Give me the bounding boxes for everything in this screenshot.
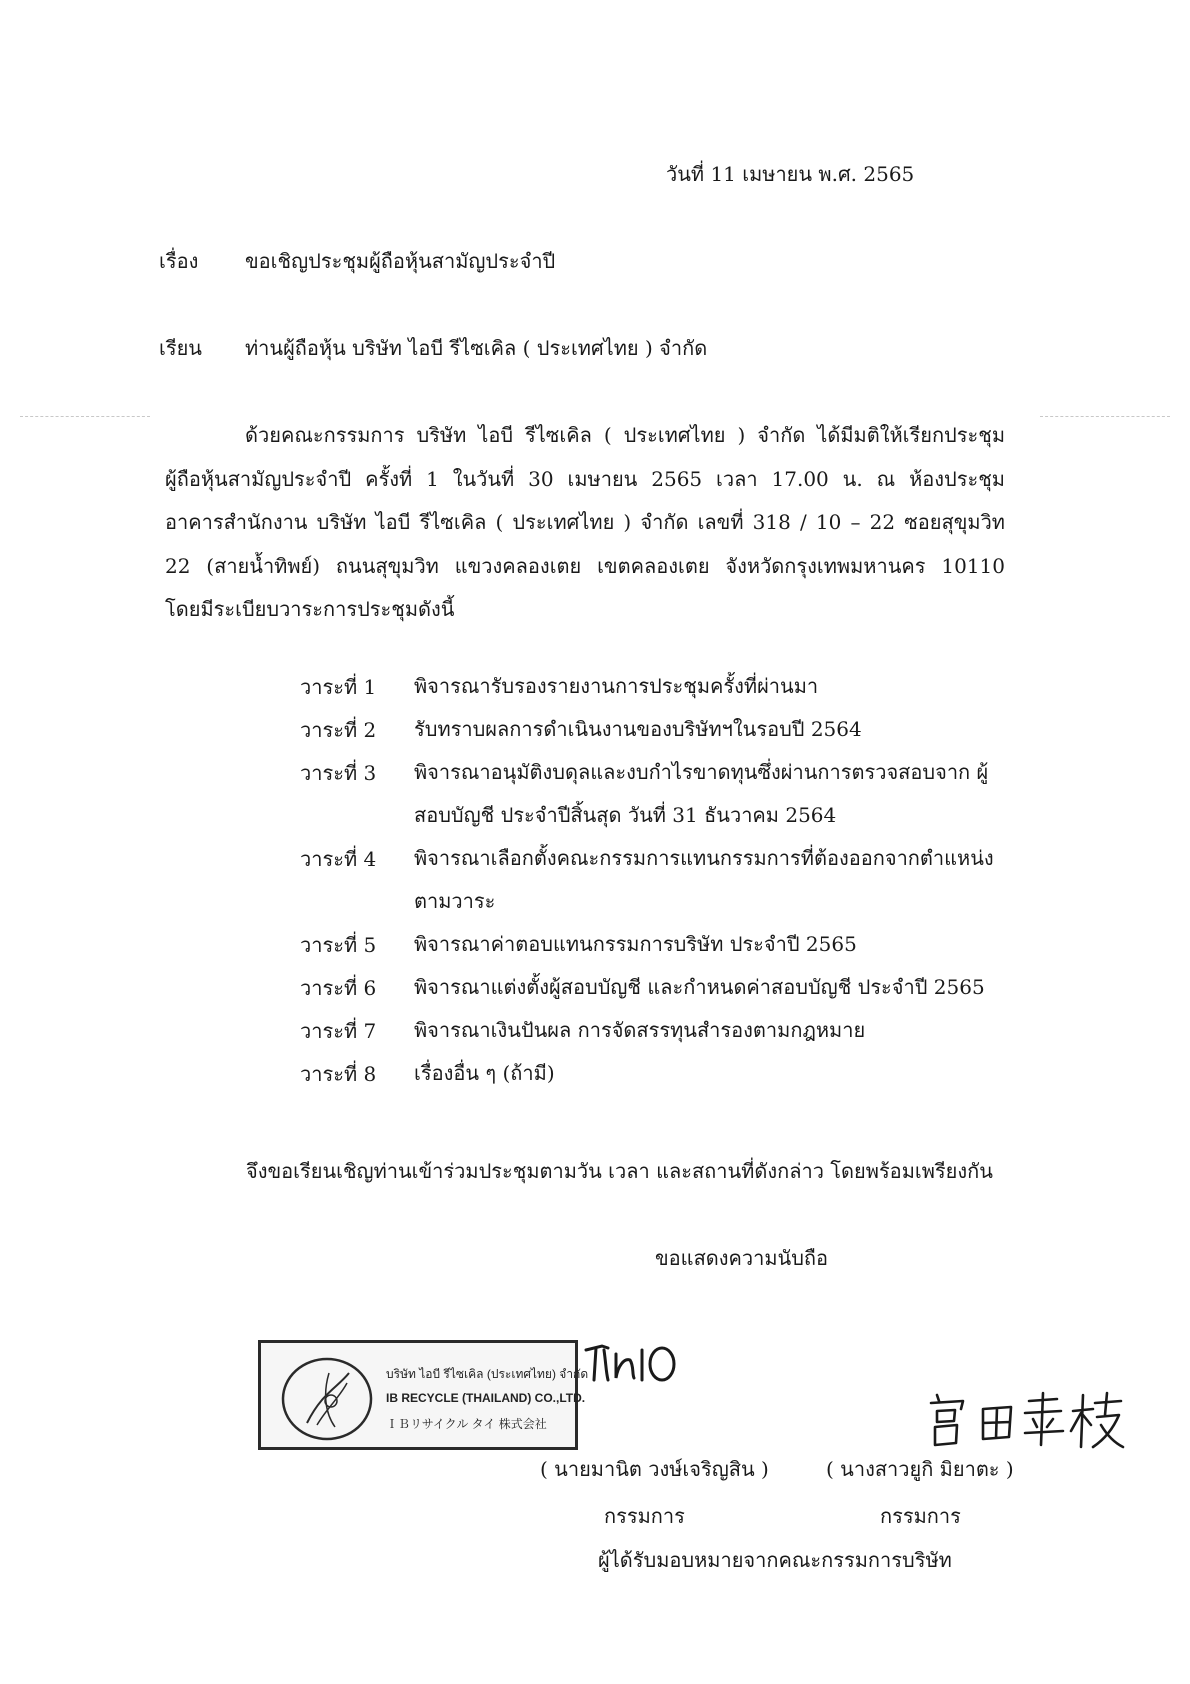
agenda-item-text: เรื่องอื่น ๆ (ถ้ามี) <box>414 1061 555 1085</box>
agenda-item-number: วาระที่ 5 <box>300 933 377 957</box>
subject-text: ขอเชิญประชุมผู้ถือหุ้นสามัญประจำปี <box>245 249 556 273</box>
body-paragraph-line: ผู้ถือหุ้นสามัญประจำปี ครั้งที่ 1 ในวันที่ 30 เมษายน 2565 เวลา 17.00 น. ณ ห้องประชุม <box>165 467 1005 491</box>
agenda-item-number: วาระที่ 1 <box>300 675 377 699</box>
agenda-item-number: วาระที่ 2 <box>300 718 377 742</box>
agenda-item-number: วาระที่ 8 <box>300 1062 377 1086</box>
agenda-item-text: พิจารณาอนุมัติงบดุลและงบกำไรขาดทุนซึ่งผ่านการตรวจสอบจาก ผู้สอบบัญชี ประจำปีสิ้นสุด วันที่ 31 ธันวาคม 2564 <box>414 760 989 827</box>
agenda-item-text: พิจารณารับรองรายงานการประชุมครั้งที่ผ่านมา <box>414 674 819 698</box>
agenda-item-text: รับทราบผลการดำเนินงานของบริษัทฯในรอบปี 2564 <box>414 717 862 741</box>
authorization-note: ผู้ได้รับมอบหมายจากคณะกรรมการบริษัท <box>598 1548 952 1572</box>
stamp-thai-name: บริษัท ไอบี รีไซเคิล (ประเทศไทย) จำกัด <box>386 1367 589 1381</box>
stamp-japanese-name: ＩＢリサイクル タイ 株式会社 <box>386 1417 547 1431</box>
agenda-item <box>300 845 1020 916</box>
closing-sentence: จึงขอเรียนเชิญท่านเข้าร่วมประชุมตามวัน เวลา และสถานที่ดังกล่าว โดยพร้อมเพรียงกัน <box>246 1159 993 1183</box>
agenda-item <box>300 759 1020 830</box>
body-paragraph-line: ด้วยคณะกรรมการ บริษัท ไอบี รีไซเคิล ( ประเทศไทย ) จำกัด ได้มีมติให้เรียกประชุม <box>245 423 1005 447</box>
agenda-item <box>300 1060 1020 1088</box>
agenda-item-number: วาระที่ 3 <box>300 761 377 785</box>
recipient-text: ท่านผู้ถือหุ้น บริษัท ไอบี รีไซเคิล ( ประเทศไทย ) จำกัด <box>245 336 708 360</box>
agenda-item-number: วาระที่ 7 <box>300 1019 377 1043</box>
scan-artifact-line <box>1040 416 1170 418</box>
agenda-item-text: พิจารณาเงินปันผล การจัดสรรทุนสำรองตามกฎหมาย <box>414 1018 866 1042</box>
agenda-item-number: วาระที่ 4 <box>300 847 377 871</box>
signatory-name-2: ( นางสาวยูกิ มิยาตะ ) <box>826 1457 1014 1481</box>
company-logo-icon <box>277 1353 377 1445</box>
agenda-item-text: พิจารณาค่าตอบแทนกรรมการบริษัท ประจำปี 2565 <box>414 932 857 956</box>
subject-label: เรื่อง <box>159 249 199 273</box>
signatory-name-1: ( นายมานิต วงษ์เจริญสิน ) <box>540 1457 769 1481</box>
agenda-item-text: พิจารณาแต่งตั้งผู้สอบบัญชี และกำหนดค่าสอบบัญชี ประจำปี 2565 <box>414 975 985 999</box>
agenda-item <box>300 673 1020 701</box>
body-paragraph-line: 22 (สายน้ำทิพย์) ถนนสุขุมวิท แขวงคลองเตย เขตคลองเตย จังหวัดกรุงเทพมหานคร 10110 <box>165 554 1005 578</box>
handwritten-signature-japanese <box>925 1383 1125 1455</box>
agenda-item <box>300 931 1020 959</box>
agenda-list <box>300 673 1020 1103</box>
handwritten-signature-initial <box>582 1336 678 1384</box>
regards-line: ขอแสดงความนับถือ <box>655 1246 829 1270</box>
agenda-item <box>300 716 1020 744</box>
body-paragraph-line: อาคารสำนักงาน บริษัท ไอบี รีไซเคิล ( ประเทศไทย ) จำกัด เลขที่ 318 / 10 – 22 ซอยสุขุมวิท <box>165 510 1005 534</box>
company-stamp <box>258 1340 589 1450</box>
signatory-title-2: กรรมการ <box>880 1504 961 1528</box>
letter-date: วันที่ 11 เมษายน พ.ศ. 2565 <box>666 162 915 186</box>
recipient-label: เรียน <box>159 336 202 360</box>
scan-artifact-line <box>20 416 150 418</box>
agenda-item-text: พิจารณาเลือกตั้งคณะกรรมการแทนกรรมการที่ต้องออกจากตำแหน่ง ตามวาระ <box>414 846 994 913</box>
signatory-title-1: กรรมการ <box>604 1504 685 1528</box>
stamp-english-name: IB RECYCLE (THAILAND) CO.,LTD. <box>386 1391 586 1405</box>
agenda-item <box>300 1017 1020 1045</box>
agenda-item-number: วาระที่ 6 <box>300 976 377 1000</box>
agenda-item <box>300 974 1020 1002</box>
body-paragraph-line: โดยมีระเบียบวาระการประชุมดังนี้ <box>165 597 455 621</box>
